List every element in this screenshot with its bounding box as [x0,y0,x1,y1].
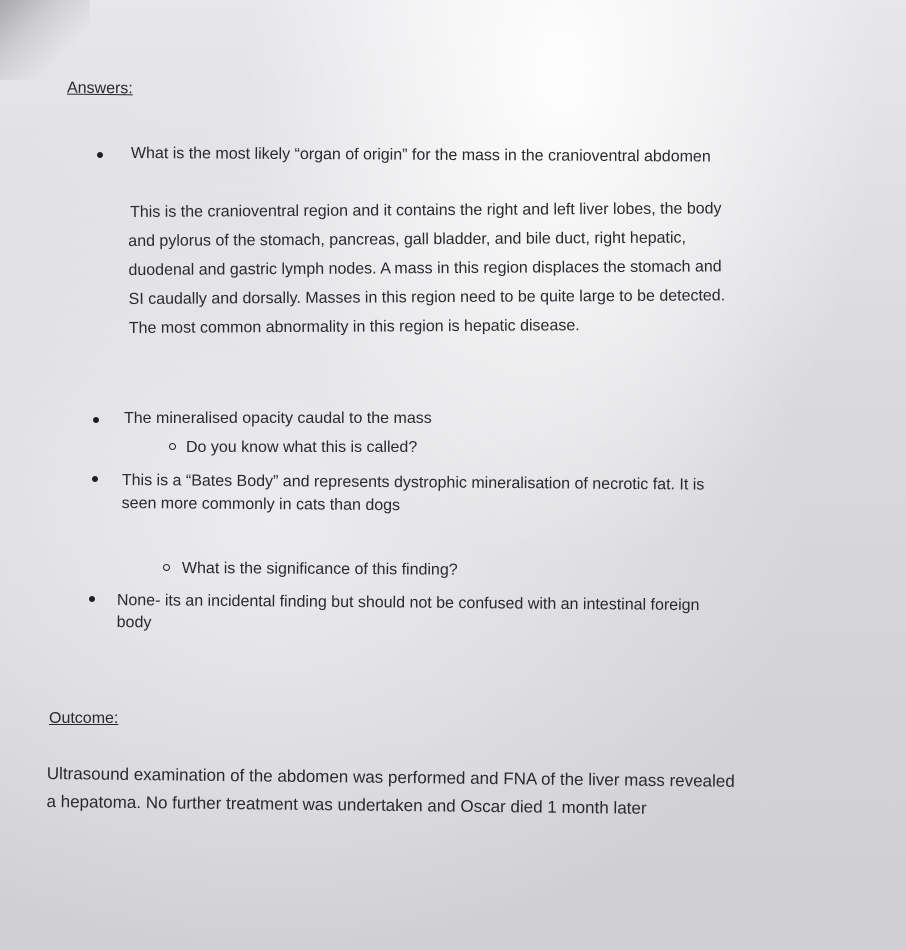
q2-answer-line: This is a “Bates Body” and represents dystrophic mineralisation of necrotic fat. It is [121,471,705,494]
bullet-q2-answer [92,476,98,482]
q1-answer-line: and pylorus of the stomach, pancreas, gall bladder, and bile duct, right hepatic, [128,229,686,250]
q3-answer-line: body [116,613,152,632]
outcome-text [46,760,735,824]
sub-bullet-q2 [169,443,176,450]
q1-answer-line: duodenal and gastric lymph nodes. A mass in this region displaces the stomach and [128,258,722,279]
paper-corner-shadow [0,0,90,80]
answers-heading: Answers: [66,79,133,98]
bullet-q3-answer [89,596,95,602]
q1-question: What is the most likely “organ of origin” for the mass in the cranioventral abdomen [130,145,711,166]
q1-answer [128,194,725,343]
q1-answer-line: The most common abnormality in this region is hepatic disease. [128,317,580,337]
bullet-q1 [97,152,103,158]
outcome-heading: Outcome: [49,710,119,727]
q3-answer-line: None- its an incidental finding but should not be confused with an intestinal foreign [116,591,700,615]
outcome-line: a hepatoma. No further treatment was undertaken and Oscar died 1 month later [46,791,647,818]
q2-answer-line: seen more commonly in cats than dogs [121,494,401,515]
q3-sub-question: What is the significance of this finding? [181,560,458,579]
q2-answer [122,466,705,522]
q2-sub-question: Do you know what this is called? [186,439,418,456]
outcome-line: Ultrasound examination of the abdomen was performed and FNA of the liver mass revealed [46,763,735,791]
q3-answer [117,586,700,642]
sub-bullet-q3 [163,564,170,571]
q1-answer-line: SI caudally and dorsally. Masses in this region need to be quite large to be detected. [128,287,726,308]
q1-answer-line: This is the cranioventral region and it contains the right and left liver lobes, the body [130,200,722,221]
q2-bullet-text: The mineralised opacity caudal to the mass [124,410,432,427]
bullet-q2 [93,417,99,423]
